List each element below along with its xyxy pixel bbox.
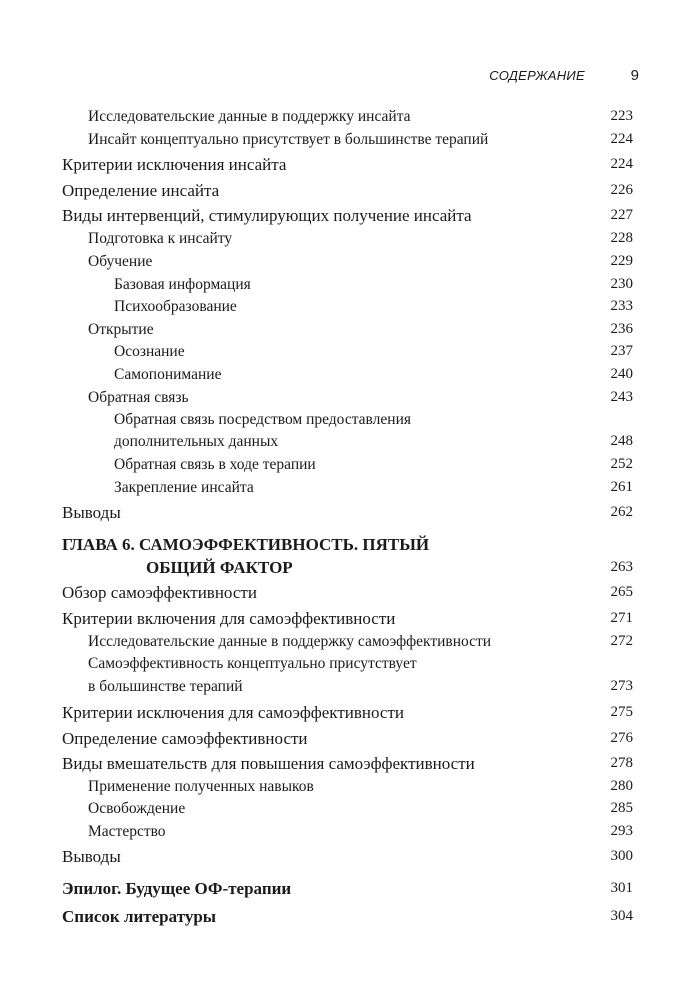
chapter-title-line-2: ОБЩИЙ ФАКТОР <box>146 558 293 577</box>
toc-entry-page: 272 <box>610 633 633 649</box>
toc-entry-title: Базовая информация <box>114 276 251 293</box>
toc-entry-title: Выводы <box>62 503 121 522</box>
toc-entry-page: 224 <box>610 131 633 147</box>
toc-entry-page: 280 <box>610 778 633 794</box>
toc-entry-title: Обратная связь посредством предоставления <box>114 411 411 428</box>
toc-entry-page: 301 <box>610 880 633 896</box>
toc-entry-title: Применение полученных навыков <box>88 778 314 795</box>
toc-entry-title: Исследовательские данные в поддержку самоэффективности <box>88 633 492 650</box>
toc-entry-page: 236 <box>610 321 633 337</box>
toc-entry-title: Обратная связь в ходе терапии <box>114 456 316 473</box>
toc-entry-title: Критерии исключения инсайта <box>62 155 287 174</box>
toc-entry-page: 224 <box>610 156 633 172</box>
toc-entry-page: 229 <box>610 253 633 269</box>
toc-entry-page: 304 <box>610 908 633 924</box>
running-header <box>0 68 699 88</box>
toc-entry-page: 252 <box>610 456 633 472</box>
toc-entry-title: Инсайт концептуально присутствует в большинстве терапий <box>88 131 489 148</box>
toc-entry-page: 275 <box>610 704 633 720</box>
toc-entry-page: 227 <box>610 207 633 223</box>
page-number: 9 <box>630 67 639 84</box>
toc-entry-page: 233 <box>610 298 633 314</box>
toc-entry-page: 273 <box>610 678 633 694</box>
running-header-section: СОДЕРЖАНИЕ <box>489 68 585 83</box>
toc-entry-page: 226 <box>610 182 633 198</box>
toc-entry-title: Список литературы <box>62 907 217 926</box>
toc-entry-title: Определение самоэффективности <box>62 729 308 748</box>
toc-entry-page: 248 <box>610 433 633 449</box>
toc-entry-title: Самоэффективность концептуально присутствует <box>88 655 417 672</box>
toc-entry-page: 285 <box>610 800 633 816</box>
toc-entry-page: 230 <box>610 276 633 292</box>
toc-entry-page: 276 <box>610 730 633 746</box>
toc-entry-page: 300 <box>610 848 633 864</box>
toc-entry-title: Открытие <box>88 321 154 338</box>
toc-entry-title: Выводы <box>62 847 121 866</box>
toc-entry-title: Обучение <box>88 253 153 270</box>
toc-entry-title: Обратная связь <box>88 389 189 406</box>
toc-entry-page: 278 <box>610 755 633 771</box>
toc-entry-title: Критерии включения для самоэффективности <box>62 609 396 628</box>
chapter-title-line-1: ГЛАВА 6. САМОЭФФЕКТИВНОСТЬ. ПЯТЫЙ <box>62 535 430 554</box>
toc-entry-title: Эпилог. Будущее ОФ-терапии <box>62 879 292 898</box>
toc-entry-page: 262 <box>610 504 633 520</box>
toc-entry-title: в большинстве терапий <box>88 678 243 695</box>
toc-entry-title: Самопонимание <box>114 366 222 383</box>
toc-entry-title: Подготовка к инсайту <box>88 230 233 247</box>
toc-entry-page: 223 <box>610 108 633 124</box>
toc-entry-page: 261 <box>610 479 633 495</box>
toc-entry-page: 271 <box>610 610 633 626</box>
toc-entry-page: 240 <box>610 366 633 382</box>
toc-entry-page: 293 <box>610 823 633 839</box>
toc-entry-title: дополнительных данных <box>114 433 279 450</box>
toc-entry-title: Осознание <box>114 343 185 360</box>
toc-entry-title: Критерии исключения для самоэффективности <box>62 703 404 722</box>
toc-entry-page: 243 <box>610 389 633 405</box>
toc-entry-title: Обзор самоэффективности <box>62 583 257 602</box>
toc-entry-page: 228 <box>610 230 633 246</box>
toc-entry-title: Психообразование <box>114 298 237 315</box>
toc-entry-title: Закрепление инсайта <box>114 479 254 496</box>
toc-entry-title: Мастерство <box>88 823 166 840</box>
toc-entry-title: Определение инсайта <box>62 181 220 200</box>
toc-entry-page: 265 <box>610 584 633 600</box>
toc-entry-title: Виды интервенций, стимулирующих получение инсайта <box>62 206 472 225</box>
toc-entry-page: 237 <box>610 343 633 359</box>
toc-entry-title: Виды вмешательств для повышения самоэффективности <box>62 754 475 773</box>
toc-entry-title: Исследовательские данные в поддержку инсайта <box>88 108 411 125</box>
toc-entry-title: Освобождение <box>88 800 186 817</box>
toc-entry-page: 263 <box>610 559 633 575</box>
